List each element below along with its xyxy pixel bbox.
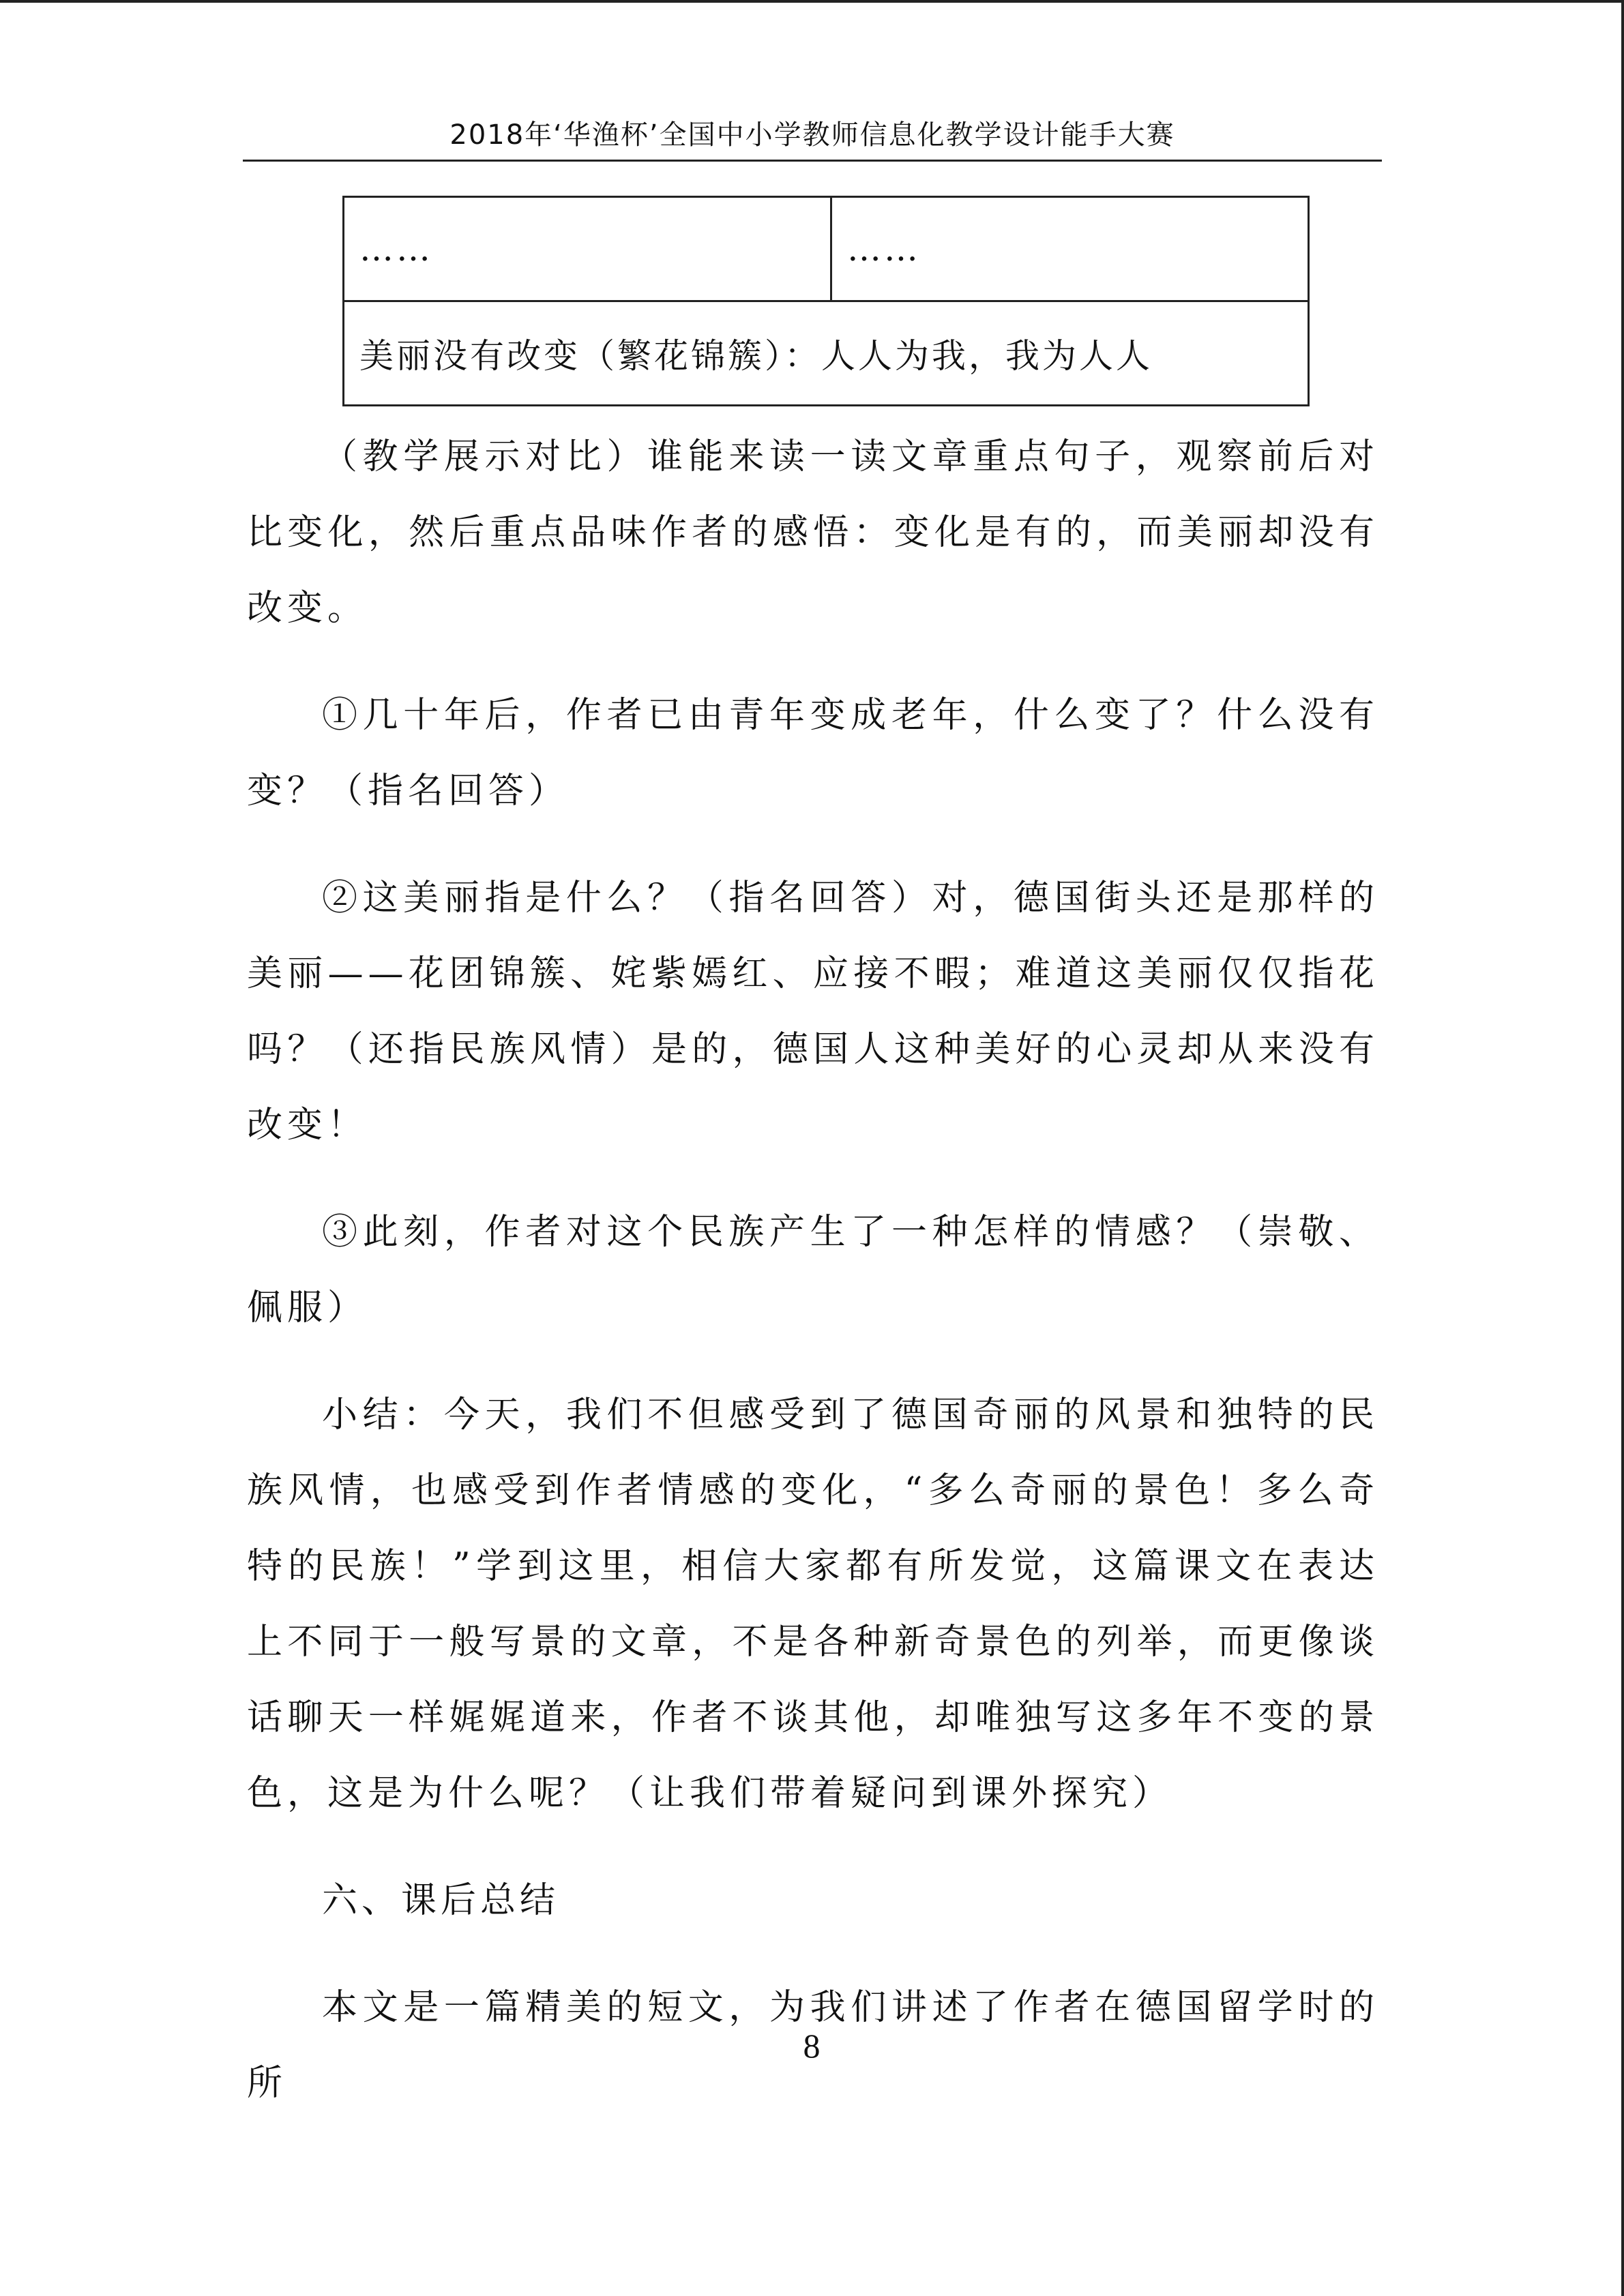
paragraph-question-3: ③此刻，作者对这个民族产生了一种怎样的情感？（崇敬、佩服）: [247, 1212, 1379, 1328]
page-border-top: [0, 0, 1624, 3]
paragraph-comparison: （教学展示对比）谁能来读一读文章重点句子，观察前后对比变化，然后重点品味作者的感悟：变化是有的，而美丽却没有改变。: [247, 436, 1379, 629]
page-number: 8: [803, 2027, 821, 2065]
table-row: [344, 197, 1309, 301]
body-text: [247, 419, 1379, 2153]
paragraph-conclusion: 本文是一篇精美的短文，为我们讲述了作者在德国留学时的所: [247, 1987, 1379, 2104]
table-cell-ellipsis-right: ……: [831, 197, 1309, 301]
table-cell-summary: 美丽没有改变（繁花锦簇）：人人为我，我为人人: [344, 301, 1309, 406]
paragraph-question-2: ②这美丽指是什么？（指名回答）对，德国街头还是那样的美丽——花团锦簇、姹紫嫣红、应接不暇；难道这美丽仅仅指花吗？（还指民族风情）是的，德国人这种美好的心灵却从来没有改变！: [247, 878, 1379, 1146]
page-header: 2018年‘华渔杯’全国中小学教师信息化教学设计能手大赛: [449, 119, 1175, 151]
paragraph-summary: 小结：今天，我们不但感受到了德国奇丽的风景和独特的民族风情，也感受到作者情感的变化，“多么奇丽的景色！多么奇特的民族！”学到这里，相信大家都有所发觉，这篇课文在表达上不同于一般写景的文章，不是各种新奇景色的列举，而更像谈话聊天一样娓娓道来，作者不谈其他，却唯独写这多年不变的景色，这是为什么呢？（让我们带着疑问到课外探究）: [247, 1395, 1379, 1814]
header-rule: [243, 160, 1382, 162]
table-cell-ellipsis-left: ……: [344, 197, 831, 301]
page-border-right: [1621, 0, 1624, 2296]
table-row: [344, 301, 1309, 406]
paragraph-question-1: ①几十年后，作者已由青年变成老年，什么变了？什么没有变？（指名回答）: [247, 695, 1379, 811]
content-table: [342, 196, 1310, 406]
section-heading: 六、课后总结: [322, 1880, 560, 1921]
